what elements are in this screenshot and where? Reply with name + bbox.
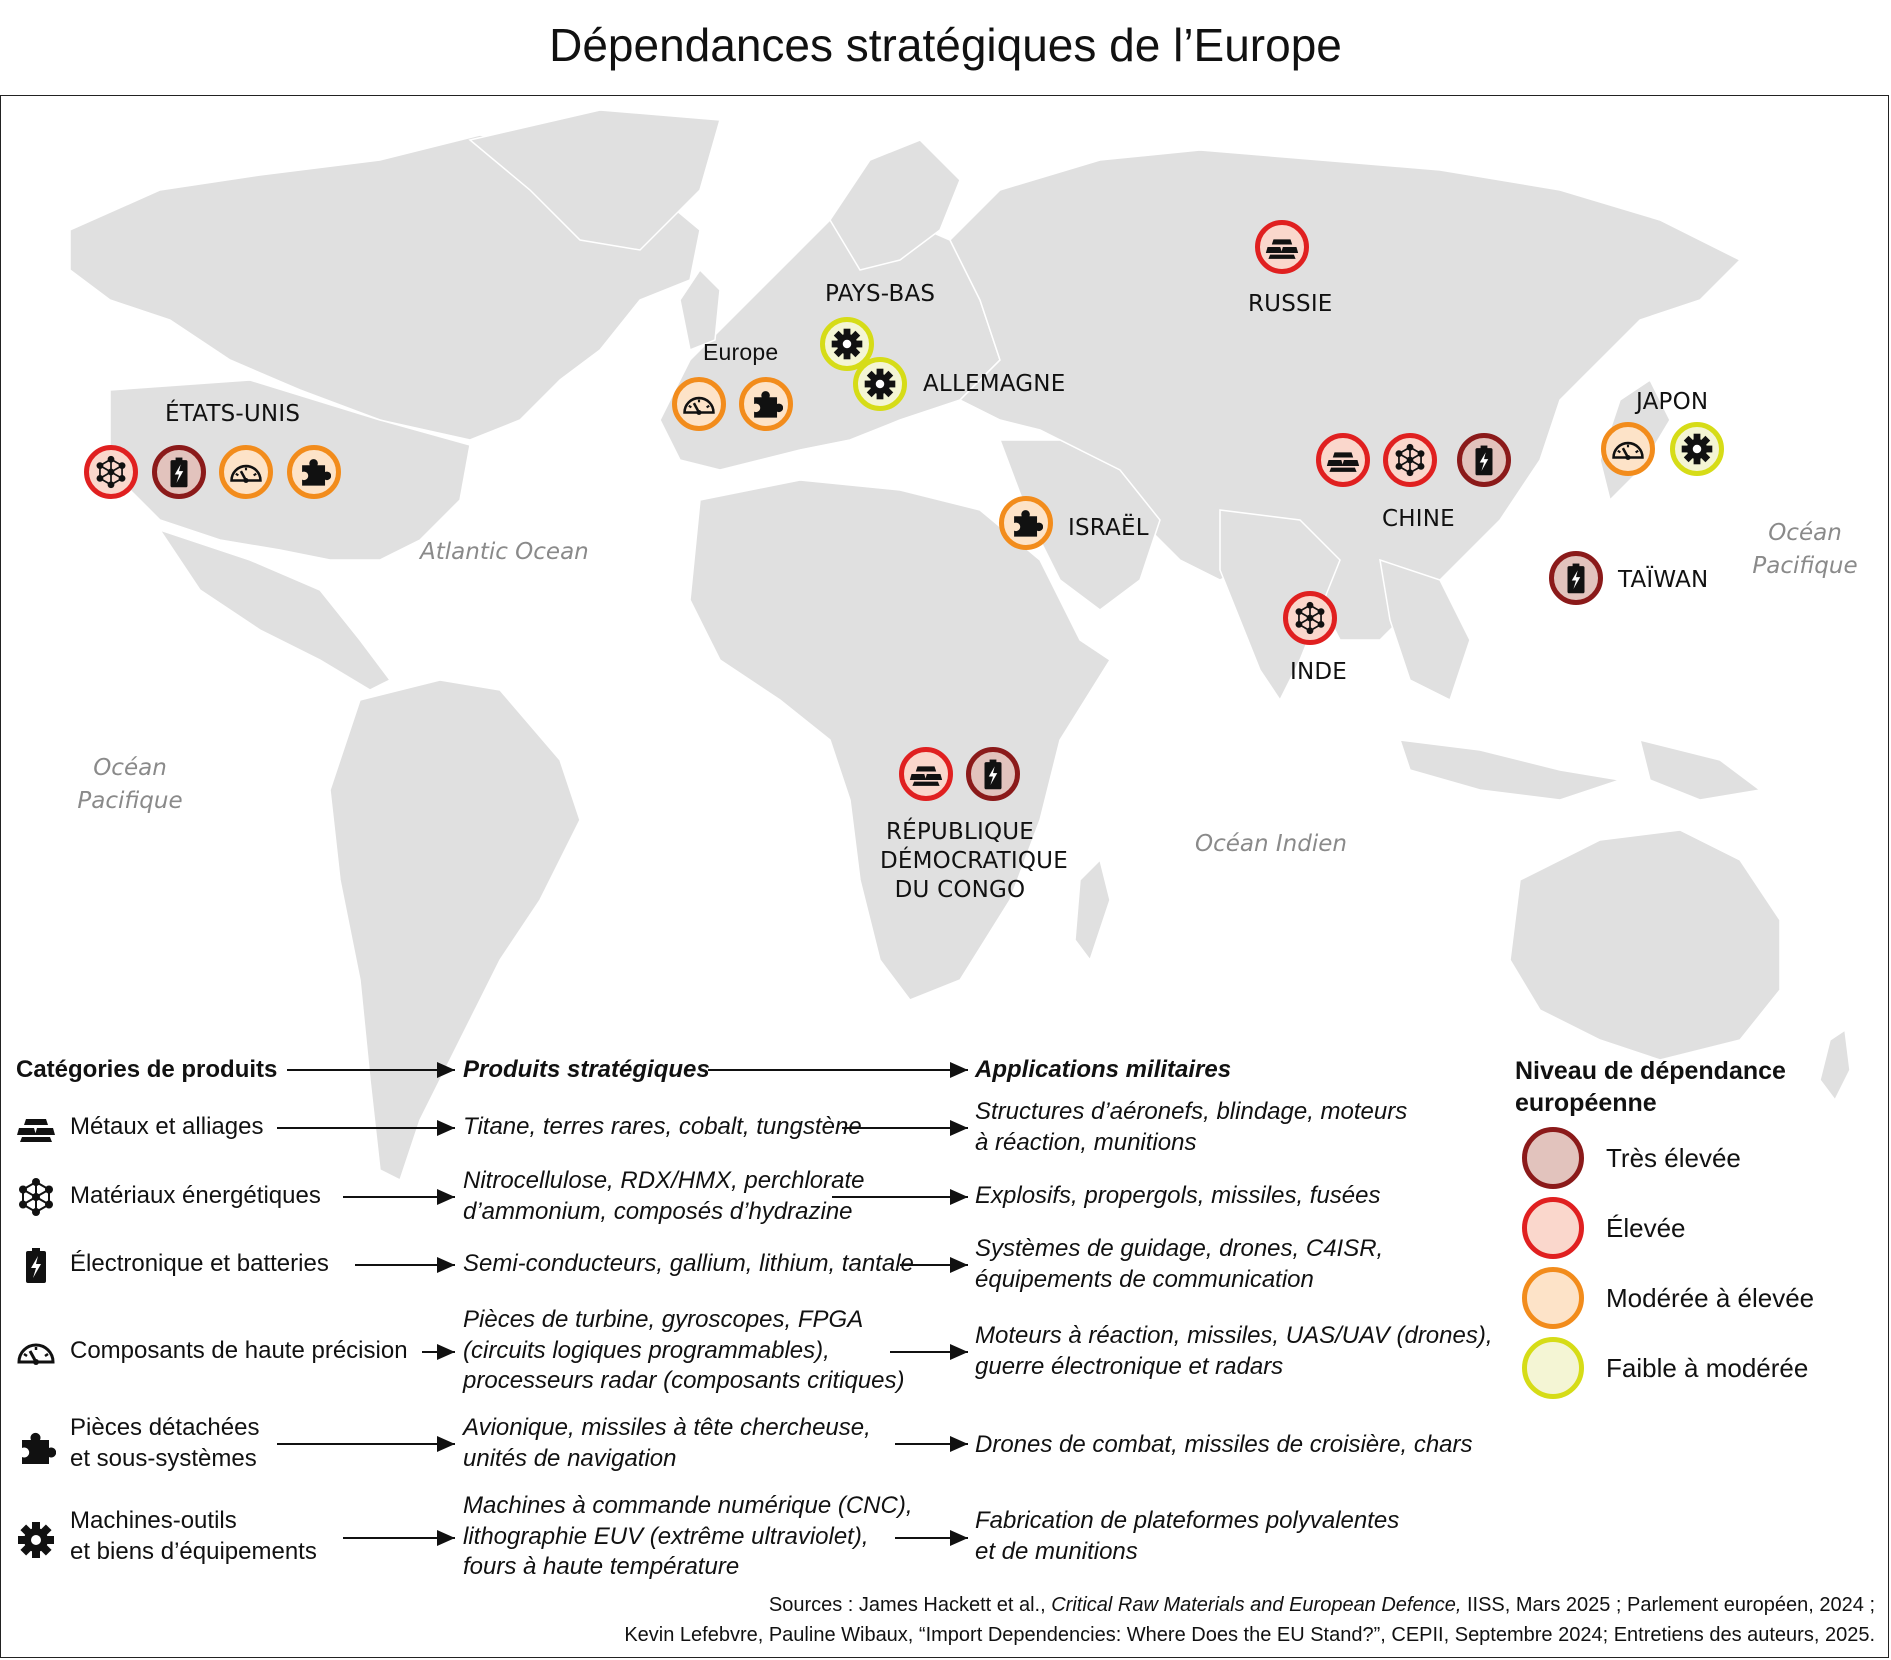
ocean-label-indian: Océan Indien: [1195, 831, 1347, 857]
country-label-line: DU CONGO: [894, 876, 1026, 903]
level-swatch: [1522, 1127, 1584, 1189]
legend-category: Composants de haute précision: [70, 1337, 408, 1364]
gear-icon: [16, 1520, 56, 1560]
battery-icon: [16, 1245, 56, 1285]
gauge-icon: [16, 1332, 56, 1372]
legend-line: Niveau de dépendance: [1515, 1057, 1786, 1085]
legend-line: Systèmes de guidage, drones, C4ISR,: [975, 1235, 1384, 1262]
legend-line: Structures d’aéronefs, blindage, moteurs: [975, 1098, 1408, 1125]
legend-category: Électronique et batteries: [70, 1250, 329, 1277]
country-label-israel: ISRAËL: [1068, 515, 1149, 541]
sources-note: [624, 1590, 1875, 1650]
ocean-label-line: Pacifique: [1752, 553, 1858, 580]
legend-line: guerre électronique et radars: [975, 1352, 1284, 1380]
legend-line: Pièces détachées: [70, 1414, 260, 1441]
legend-line: équipements de communication: [975, 1265, 1314, 1293]
country-label-russia: RUSSIE: [1248, 291, 1333, 317]
level-legend-title: [1515, 1055, 1786, 1119]
legend-applications: [975, 1321, 1493, 1382]
country-label-netherlands: PAYS-BAS: [825, 281, 936, 307]
legend-line: et biens d’équipements: [70, 1537, 317, 1565]
country-label-europe: Europe: [703, 339, 779, 365]
legend-line: à réaction, munitions: [975, 1128, 1197, 1156]
legend-products: [463, 1305, 905, 1397]
energetic-icon: [16, 1177, 56, 1217]
legend-header-categories: Catégories de produits: [16, 1056, 278, 1083]
legend-line: lithographie EUV (extrême ultraviolet),: [463, 1522, 869, 1550]
legend-line: Nitrocellulose, RDX/HMX, perchlorate: [463, 1167, 865, 1194]
legend-line: Fabrication de plateformes polyvalentes: [975, 1507, 1400, 1534]
legend-applications: [975, 1234, 1383, 1295]
country-label-taiwan: TAÏWAN: [1618, 567, 1709, 593]
legend-products: Titane, terres rares, cobalt, tungstène: [463, 1113, 862, 1140]
legend-line: Avionique, missiles à tête chercheuse,: [463, 1414, 871, 1441]
ocean-label-line: Océan: [93, 755, 167, 781]
legend-line: Moteurs à réaction, missiles, UAS/UAV (drones),: [975, 1322, 1493, 1349]
legend-category: Métaux et alliages: [70, 1113, 264, 1140]
metal-icon: [16, 1108, 56, 1148]
puzzle-icon: [16, 1428, 56, 1468]
legend-line: processeurs radar (composants critiques): [463, 1367, 905, 1395]
legend-line: Machines-outils: [70, 1507, 237, 1534]
legend-line: (circuits logiques programmables),: [463, 1336, 830, 1364]
ocean-label-line: Océan: [1768, 520, 1842, 546]
legend-products: Semi-conducteurs, gallium, lithium, tantale: [463, 1250, 914, 1277]
legend-header-products: Produits stratégiques: [463, 1056, 710, 1083]
level-item-elevee: [1522, 1197, 1686, 1259]
level-item-faible: [1522, 1337, 1808, 1399]
legend-applications: Explosifs, propergols, missiles, fusées: [975, 1182, 1381, 1209]
legend-line: et de munitions: [975, 1537, 1138, 1565]
level-swatch: [1522, 1197, 1584, 1259]
sources-title: Critical Raw Materials and European Defence,: [1051, 1594, 1462, 1616]
sources-line-2: Kevin Lefebvre, Pauline Wibaux, “Import Dependencies: Where Does the EU Stand?”, CEPII, Septembre 2024; Entretiens des auteurs, 2025.: [624, 1624, 1875, 1646]
legend-line: Pièces de turbine, gyroscopes, FPGA: [463, 1306, 864, 1333]
country-label-japan: JAPON: [1636, 389, 1709, 415]
legend-line: européenne: [1515, 1089, 1657, 1117]
legend-applications: [975, 1097, 1407, 1158]
ocean-label-atlantic: Atlantic Ocean: [420, 539, 589, 565]
legend-products: [463, 1166, 864, 1227]
sources-text: IISS, Mars 2025 ; Parlement européen, 2024 ;: [1461, 1594, 1875, 1616]
level-swatch: [1522, 1337, 1584, 1399]
legend-line: Machines à commande numérique (CNC),: [463, 1492, 913, 1519]
level-item-moderee: [1522, 1267, 1814, 1329]
map-title: Dépendances stratégiques de l’Europe: [549, 19, 1342, 71]
level-item-tres-elevee: [1522, 1127, 1741, 1189]
legend-category: Matériaux énergétiques: [70, 1182, 321, 1209]
legend-applications: [975, 1506, 1399, 1567]
legend-category: [70, 1506, 317, 1567]
country-label-india: INDE: [1290, 659, 1348, 685]
level-label: Faible à modérée: [1606, 1352, 1809, 1383]
sources-text: Sources : James Hackett et al.,: [768, 1594, 1052, 1616]
legend-line: unités de navigation: [463, 1444, 677, 1472]
legend-applications: Drones de combat, missiles de croisière, chars: [975, 1431, 1473, 1458]
level-label: Élevée: [1606, 1212, 1686, 1243]
legend-category: [70, 1413, 259, 1474]
country-label-germany: ALLEMAGNE: [923, 371, 1066, 397]
ocean-label-line: Pacifique: [77, 788, 183, 815]
legend-products: [463, 1491, 913, 1583]
legend-products: [463, 1413, 871, 1474]
legend-header-applications: Applications militaires: [975, 1056, 1232, 1083]
legend-line: et sous-systèmes: [70, 1444, 257, 1472]
country-label-line: RÉPUBLIQUE: [885, 819, 1035, 845]
level-label: Modérée à élevée: [1606, 1282, 1815, 1313]
level-label: Très élevée: [1606, 1142, 1741, 1173]
legend-line: d’ammonium, composés d’hydrazine: [463, 1197, 853, 1225]
country-label-usa: ÉTATS-UNIS: [165, 401, 301, 427]
legend-line: fours à haute température: [463, 1553, 740, 1581]
sources-line-1: [624, 1590, 1875, 1620]
level-swatch: [1522, 1267, 1584, 1329]
country-label-china: CHINE: [1382, 506, 1455, 532]
country-label-line: DÉMOCRATIQUE: [880, 847, 1068, 874]
